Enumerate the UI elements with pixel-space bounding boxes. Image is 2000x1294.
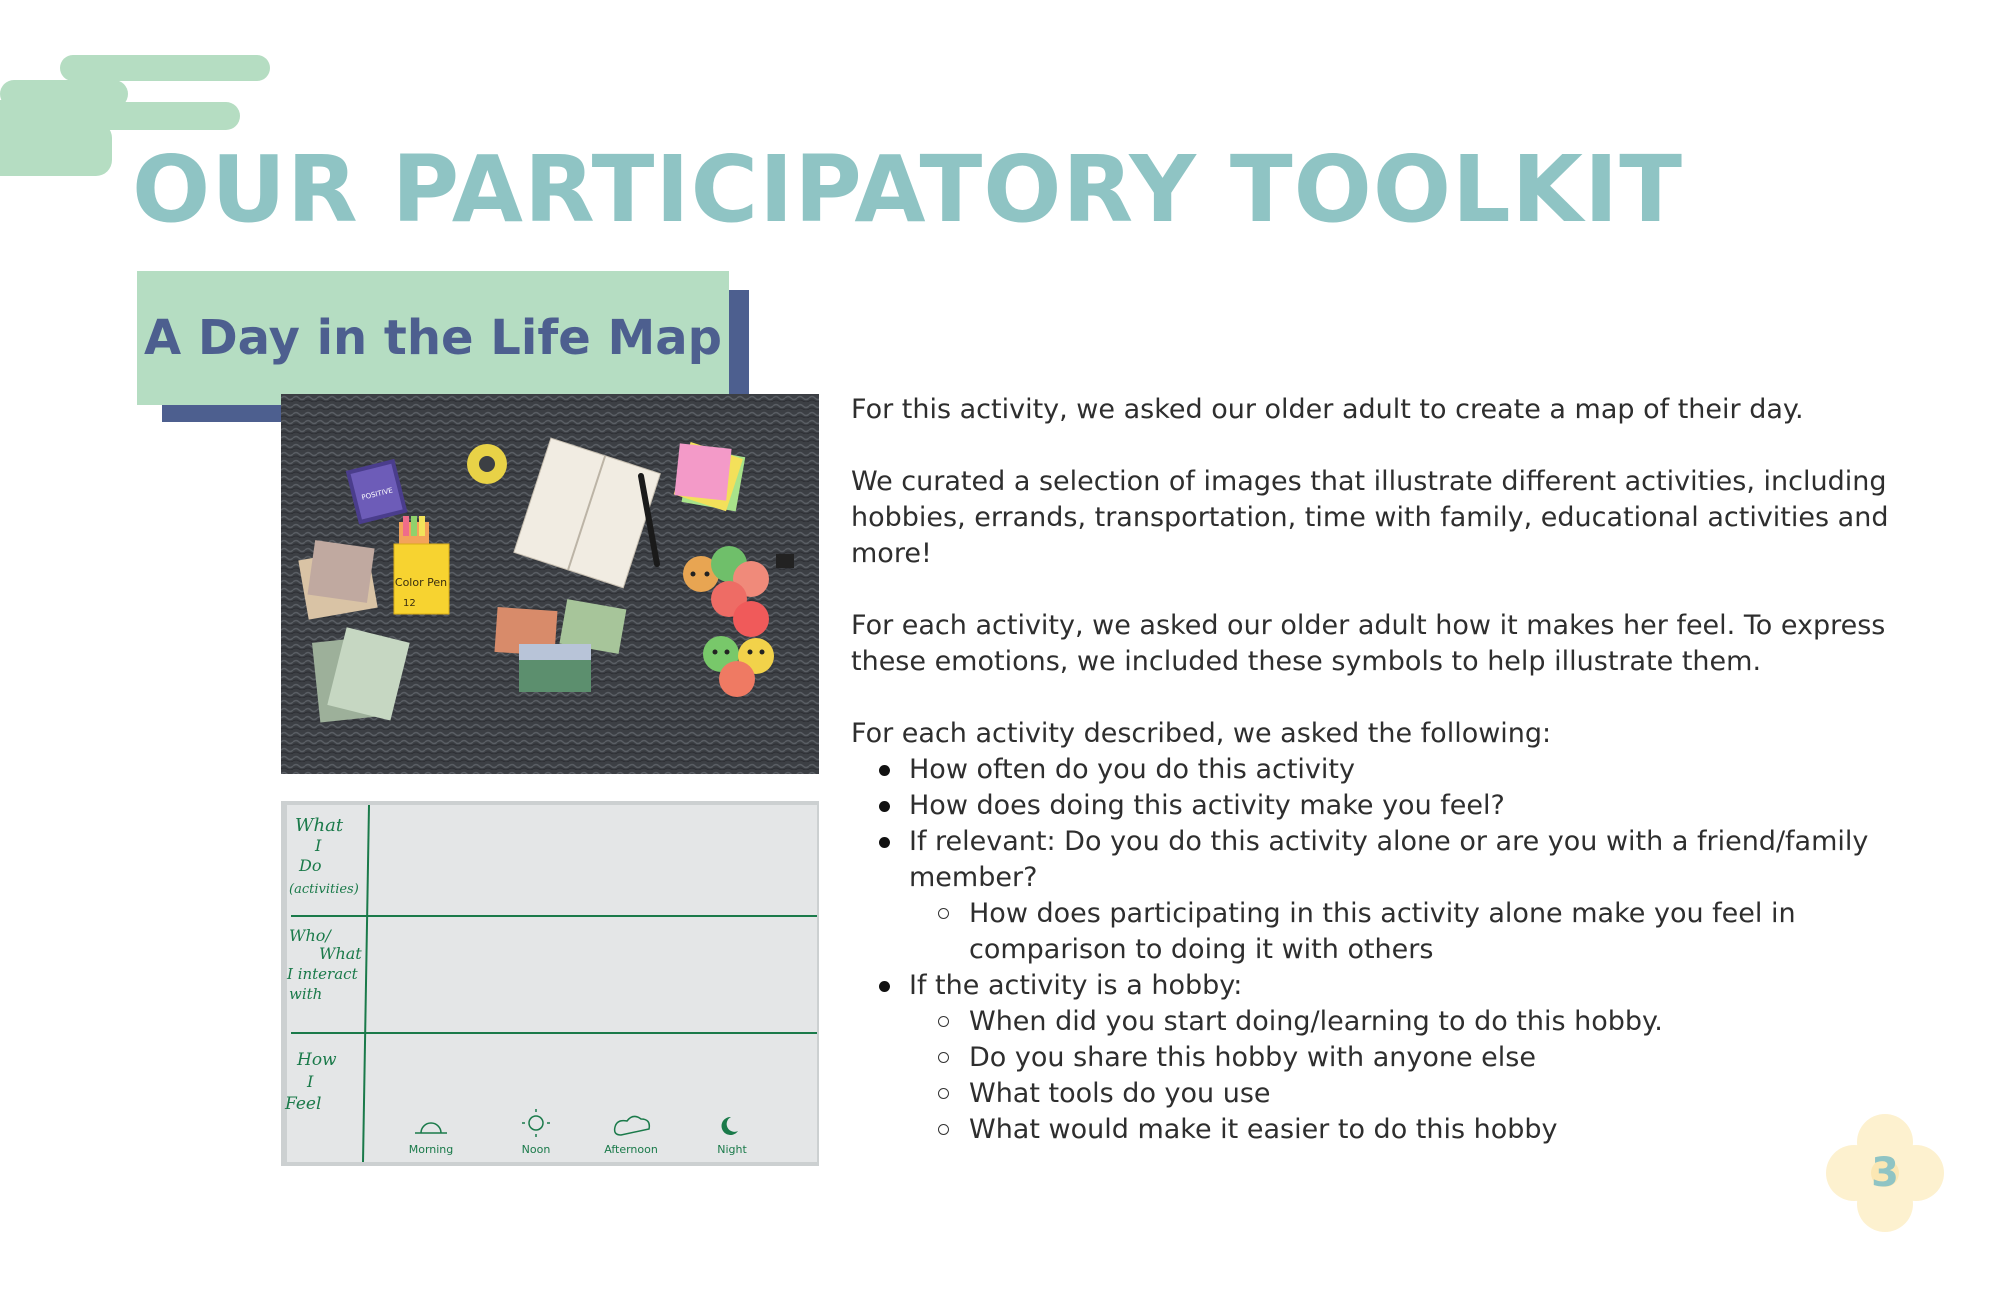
list-item: How does doing this activity make you feel?: [909, 788, 1901, 824]
poster-row1-line4: (activities): [289, 882, 359, 897]
poster-row2-line4: with: [289, 985, 323, 1003]
time-noon: Noon: [521, 1143, 551, 1156]
list-item: What tools do you use: [969, 1076, 1901, 1112]
paragraph-intro: For this activity, we asked our older adult to create a map of their day.: [851, 394, 1804, 425]
question-list: [851, 752, 1901, 1148]
poster-row1-line1: What: [295, 815, 344, 836]
poster-row2-line1: Who/: [289, 926, 331, 945]
list-item: Do you share this hobby with anyone else: [969, 1040, 1901, 1076]
poster-row2-line3: I interact: [287, 965, 358, 983]
poster-row1-line2: I: [315, 836, 322, 855]
list-item: If relevant: Do you do this activity alone or are you with a friend/family member? How does participating in this activity alone make you feel in comparison to doing it with others: [909, 824, 1901, 968]
time-night: Night: [717, 1143, 747, 1156]
pen-box-count: 12: [403, 598, 416, 609]
sub-question-list: [909, 896, 1901, 968]
day-map-poster-photo: [281, 801, 819, 1166]
list-item: How does participating in this activity alone make you feel in comparison to doing it with others: [969, 896, 1901, 968]
section-subtitle: A Day in the Life Map: [143, 310, 723, 366]
activity-description: [851, 392, 1901, 1148]
poster-row3-line2: I: [307, 1072, 314, 1091]
book-label: POSITIVE: [360, 486, 394, 502]
time-morning: Morning: [408, 1143, 454, 1156]
list-item: When did you start doing/learning to do this hobby.: [969, 1004, 1901, 1040]
list-item: If the activity is a hobby: When did you start doing/learning to do this hobby. Do you share this hobby with anyone else What tools do you use What would make it easier to do this hobby: [909, 968, 1901, 1148]
paragraph-emotions: For each activity, we asked our older adult how it makes her feel. To express these emotions, we included these symbols to help illustrate them.: [851, 610, 1886, 677]
decorative-cloud-block: [0, 100, 80, 140]
sub-question-list: [909, 1004, 1901, 1148]
supplies-photo: [281, 394, 819, 774]
page-number-badge: [1822, 1110, 1948, 1236]
poster-row3-line1: How: [297, 1050, 337, 1070]
decorative-cloud-bar-top: [60, 55, 270, 81]
page-number: 3: [1871, 1150, 1899, 1196]
poster-row3-line3: Feel: [285, 1094, 322, 1114]
poster-row2-line2: What: [319, 944, 362, 963]
pen-box-label: Color Pen: [394, 576, 448, 589]
paragraph-images: We curated a selection of images that illustrate different activities, including hobbies, errands, transportation, time with family, educational activities and more!: [851, 466, 1889, 569]
paragraph-questions-intro: For each activity described, we asked the following:: [851, 718, 1552, 749]
subtitle-box: [137, 271, 729, 405]
list-item: What would make it easier to do this hobby: [969, 1112, 1901, 1148]
list-item: How often do you do this activity: [909, 752, 1901, 788]
time-afternoon: Afternoon: [604, 1143, 658, 1156]
poster-row1-line3: Do: [299, 856, 322, 875]
page-title: OUR PARTICIPATORY TOOLKIT: [132, 136, 1683, 243]
